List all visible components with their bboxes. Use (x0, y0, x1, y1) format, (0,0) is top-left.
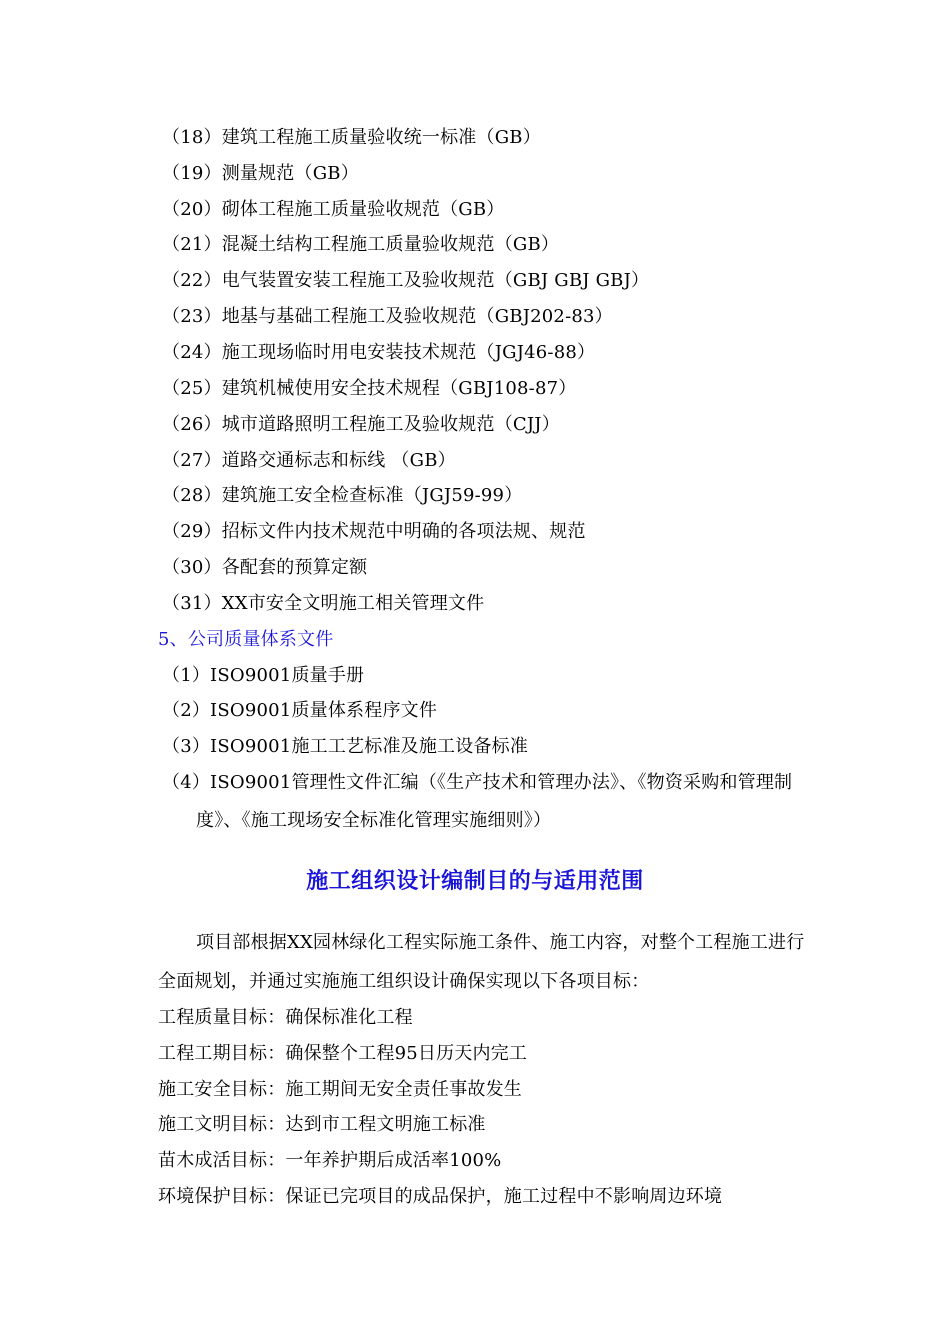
goal-schedule: 工程工期目标：确保整个工程95日历天内完工 (158, 1043, 528, 1064)
standard-item-25: （25）建筑机械使用安全技术规程（GBJ108-87） (162, 378, 577, 399)
standard-item-22: （22）电气装置安装工程施工及验收规范（GBJ GBJ GBJ） (162, 270, 650, 291)
intro-paragraph-line-2: 全面规划，并通过实施施工组织设计确保实现以下各项目标： (158, 971, 650, 992)
quality-item-2: （2）ISO9001质量体系程序文件 (162, 700, 438, 721)
standard-item-26: （26）城市道路照明工程施工及验收规范（CJJ） (162, 414, 560, 435)
standard-item-19: （19）测量规范（GB） (162, 163, 359, 184)
goal-plant-survival: 苗木成活目标：一年养护期后成活率100% (158, 1150, 502, 1171)
section-title: 施工组织设计编制目的与适用范围 (306, 868, 644, 894)
standard-item-20: （20）砌体工程施工质量验收规范（GB） (162, 199, 505, 220)
quality-item-4-continuation: 度》、《施工现场安全标准化管理实施细则》） (196, 810, 552, 831)
goal-environment: 环境保护目标：保证已完项目的成品保护，施工过程中不影响周边环境 (158, 1186, 723, 1207)
goal-safety: 施工安全目标：施工期间无安全责任事故发生 (158, 1079, 522, 1100)
standard-item-31: （31）XX市安全文明施工相关管理文件 (162, 593, 485, 614)
standard-item-29: （29）招标文件内技术规范中明确的各项法规、规范 (162, 521, 586, 542)
standard-item-24: （24）施工现场临时用电安装技术规范（JGJ46-88） (162, 342, 596, 363)
standard-item-18: （18）建筑工程施工质量验收统一标准（GB） (162, 127, 541, 148)
standard-item-27: （27）道路交通标志和标线 （GB） (162, 450, 456, 471)
standard-item-23: （23）地基与基础工程施工及验收规范（GBJ202-83） (162, 306, 613, 327)
quality-item-1: （1）ISO9001质量手册 (162, 665, 365, 686)
quality-item-3: （3）ISO9001施工工艺标准及施工设备标准 (162, 736, 529, 757)
standard-item-21: （21）混凝土结构工程施工质量验收规范（GB） (162, 234, 560, 255)
goal-quality: 工程质量目标：确保标准化工程 (158, 1007, 413, 1028)
goal-civilization: 施工文明目标：达到市工程文明施工标准 (158, 1114, 486, 1135)
intro-paragraph-line-1: 项目部根据XX园林绿化工程实际施工条件、施工内容，对整个工程施工进行 (196, 932, 805, 953)
quality-item-4: （4）ISO9001管理性文件汇编（《生产技术和管理办法》、《物资采购和管理制 (162, 772, 793, 793)
standard-item-28: （28）建筑施工安全检查标准（JGJ59-99） (162, 485, 523, 506)
quality-section-heading: 5、公司质量体系文件 (158, 629, 334, 650)
standard-item-30: （30）各配套的预算定额 (162, 557, 368, 578)
